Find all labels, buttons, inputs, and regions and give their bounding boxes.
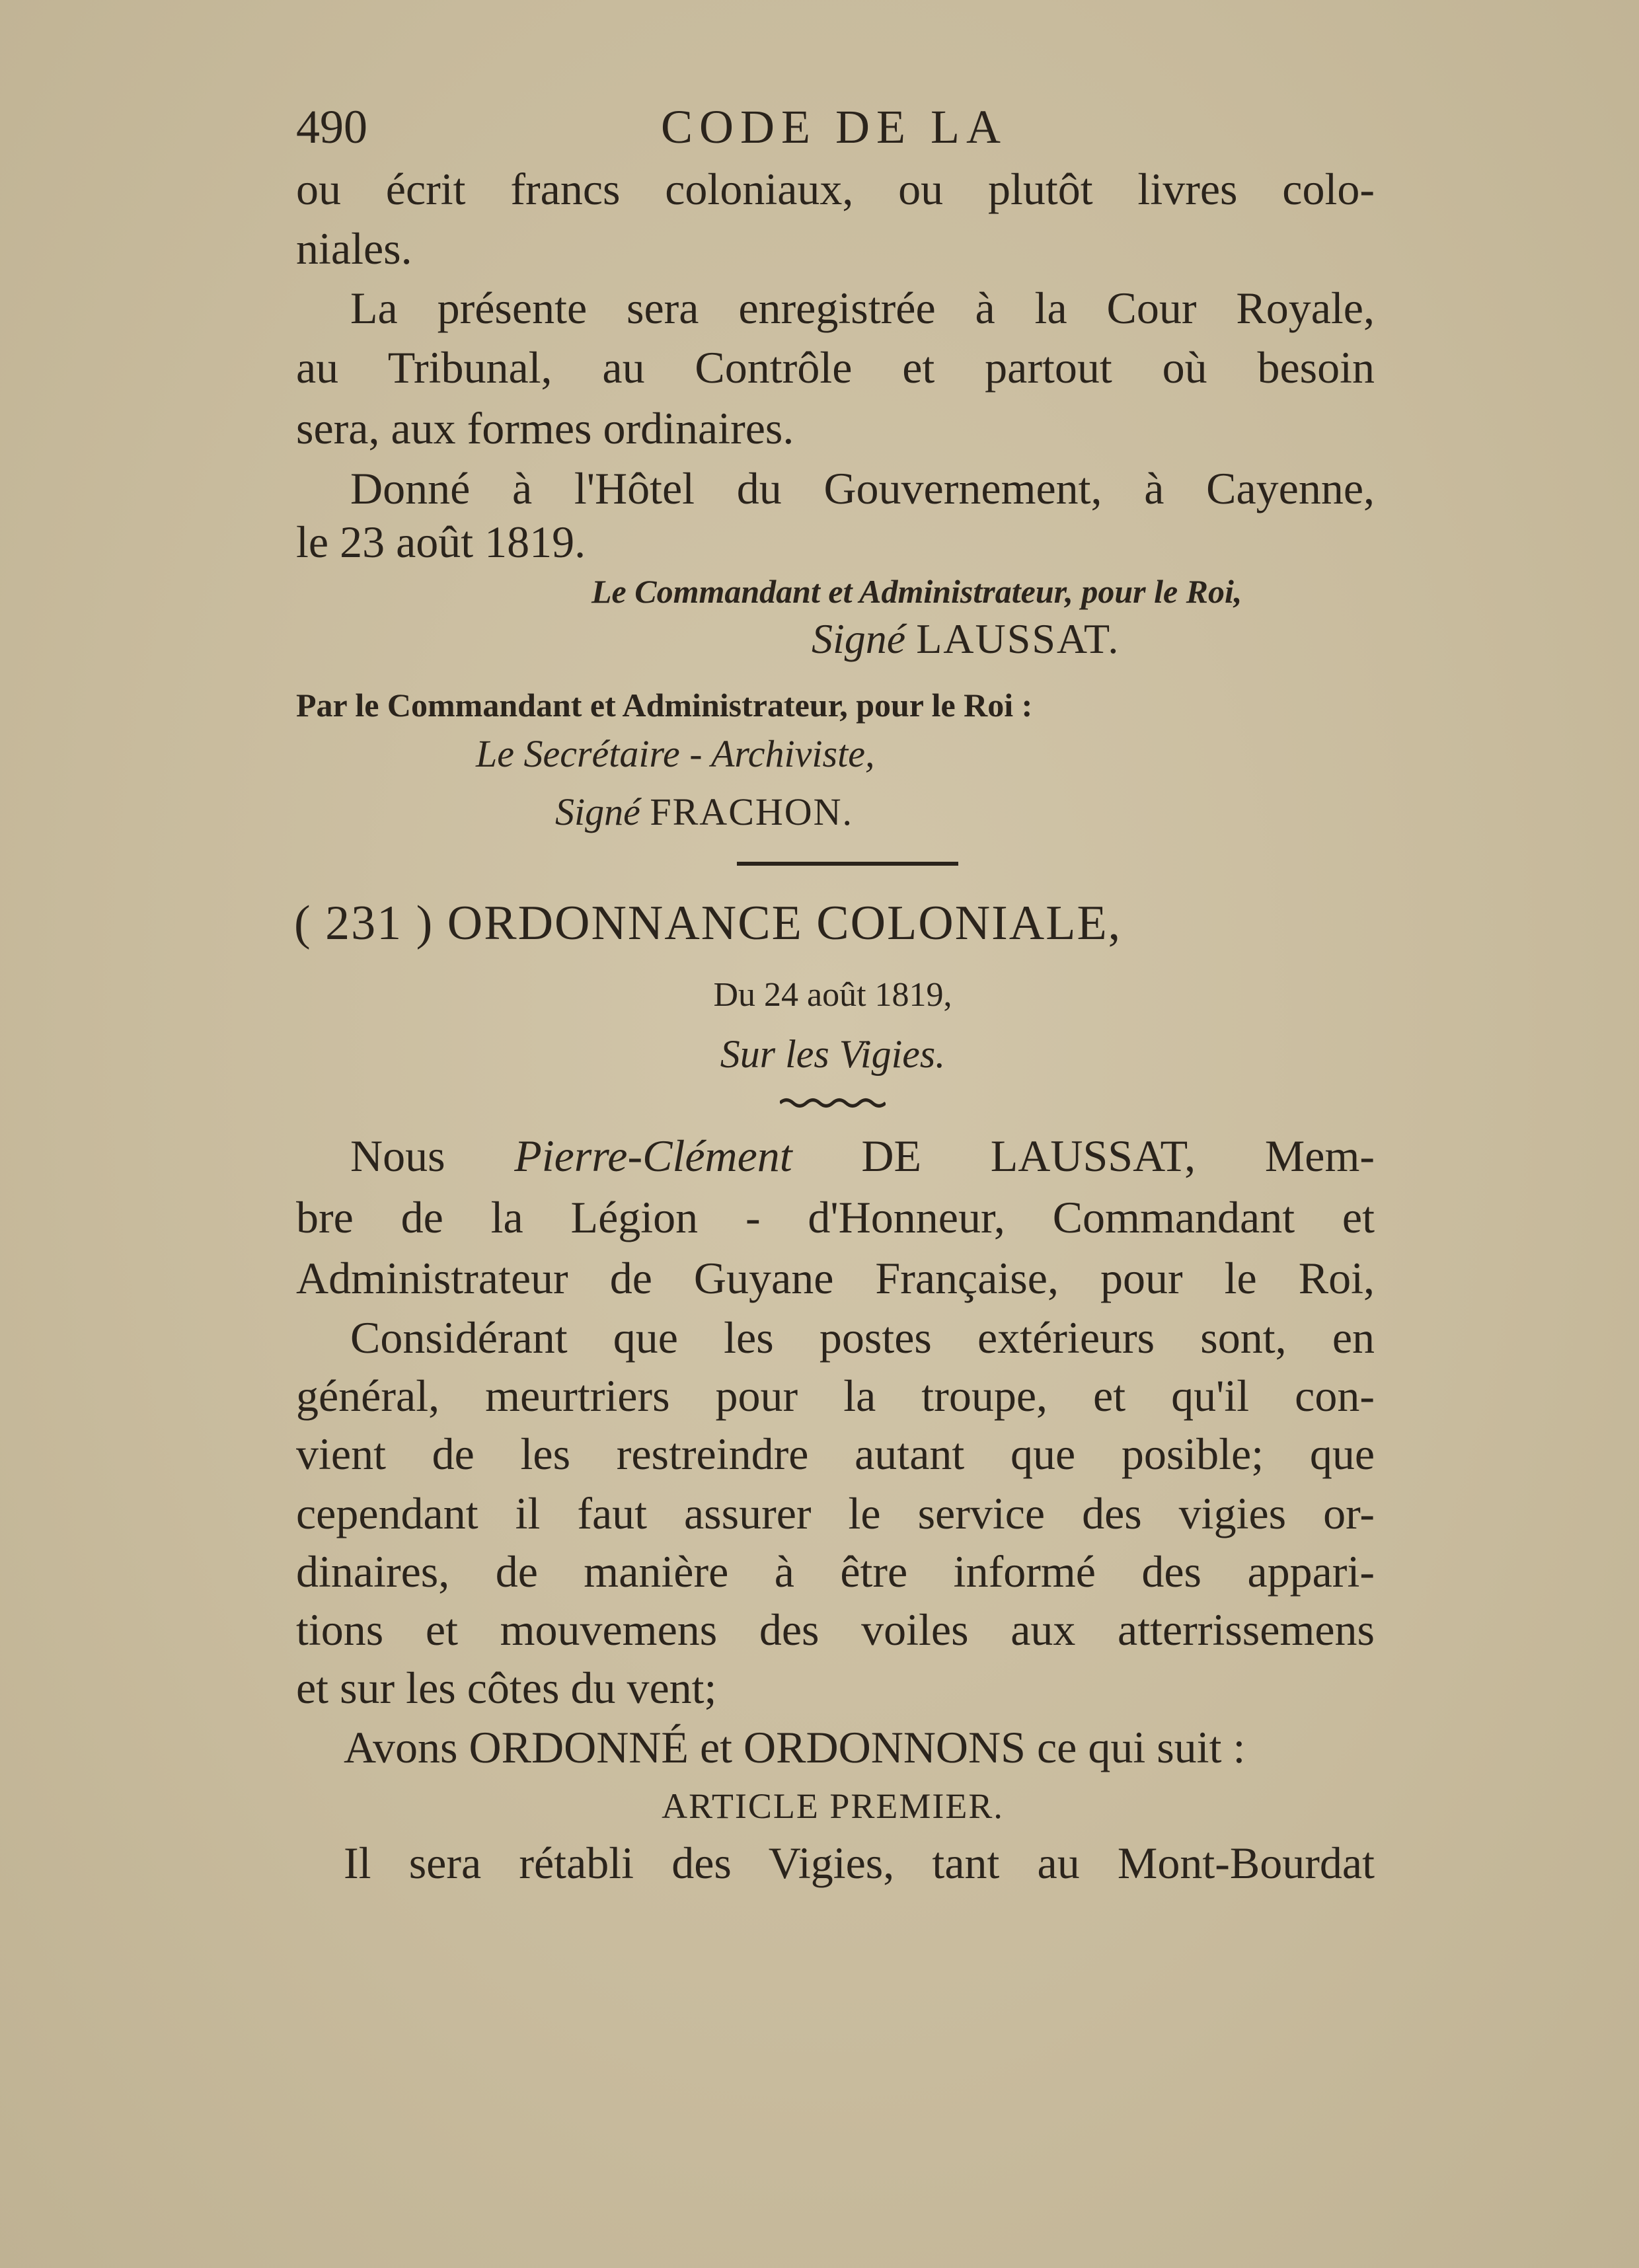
text-line-2: niales. (296, 223, 412, 274)
body-line-1-a: Nous (350, 1131, 515, 1181)
running-title: CODE DE LA (661, 100, 1007, 153)
body-line-6: vient de les restreindre autant que posible; que (296, 1429, 1375, 1479)
signature-signe: Signé (812, 615, 906, 662)
body-line-11: Avons ORDONNÉ et ORDONNONS ce qui suit : (344, 1722, 1246, 1772)
body-line-8: dinaires, de manière à être informé des appari- (296, 1546, 1375, 1597)
signature-line-4: Le Secrétaire - Archiviste, (476, 732, 875, 775)
text-line-1: ou écrit francs coloniaux, ou plutôt livres colo- (296, 164, 1375, 214)
signature-name-laussat: LAUSSAT. (916, 615, 1120, 662)
signature-signe-2: Signé (555, 790, 640, 833)
body-line-13: Il sera rétabli des Vigies, tant au Mont-Bourdat (344, 1838, 1375, 1888)
text-line-5: sera, aux formes ordinaires. (296, 403, 794, 453)
body-line-9: tions et mouvemens des voiles aux atterrissemens (296, 1605, 1375, 1655)
body-line-4: Considérant que les postes extérieurs sont, en (350, 1312, 1375, 1363)
page-number: 490 (296, 100, 367, 153)
body-line-10: et sur les côtes du vent; (296, 1663, 717, 1713)
signature-line-3: Par le Commandant et Administrateur, pour le Roi : (296, 687, 1033, 724)
body-line-1 (350, 1131, 1375, 1181)
wavy-ornament-divider (780, 1097, 886, 1109)
signature-line-2 (812, 615, 1340, 662)
text-line-4: au Tribunal, au Contrôle et partout où besoin (296, 342, 1375, 393)
ordinance-subject: Sur les Vigies. (720, 1032, 946, 1076)
text-line-3: La présente sera enregistrée à la Cour Royale, (350, 283, 1375, 333)
section-divider-rule (737, 862, 958, 866)
body-line-7: cependant il faut assurer le service des vigies or- (296, 1488, 1375, 1538)
body-line-3: Administrateur de Guyane Française, pour le Roi, (296, 1253, 1375, 1303)
body-line-2: bre de la Légion - d'Honneur, Commandant et (296, 1192, 1375, 1242)
body-line-5: général, meurtriers pour la troupe, et qu'il con- (296, 1371, 1375, 1421)
text-line-6: Donné à l'Hôtel du Gouvernement, à Cayenne, (350, 463, 1375, 513)
signature-name-frachon: FRACHON. (650, 790, 854, 833)
body-line-1-c: DE LAUSSAT, Mem- (792, 1131, 1375, 1181)
article-heading: ARTICLE PREMIER. (662, 1786, 1004, 1826)
signature-line-1: Le Commandant et Administrateur, pour le Roi, (591, 573, 1242, 610)
signature-line-5 (555, 790, 1150, 833)
body-line-1-name: Pierre-Clément (514, 1131, 792, 1181)
text-line-7: le 23 août 1819. (296, 517, 586, 567)
ordinance-heading: ( 231 ) ORDONNANCE COLONIALE, (294, 896, 1122, 950)
ordinance-date: Du 24 août 1819, (713, 976, 952, 1014)
